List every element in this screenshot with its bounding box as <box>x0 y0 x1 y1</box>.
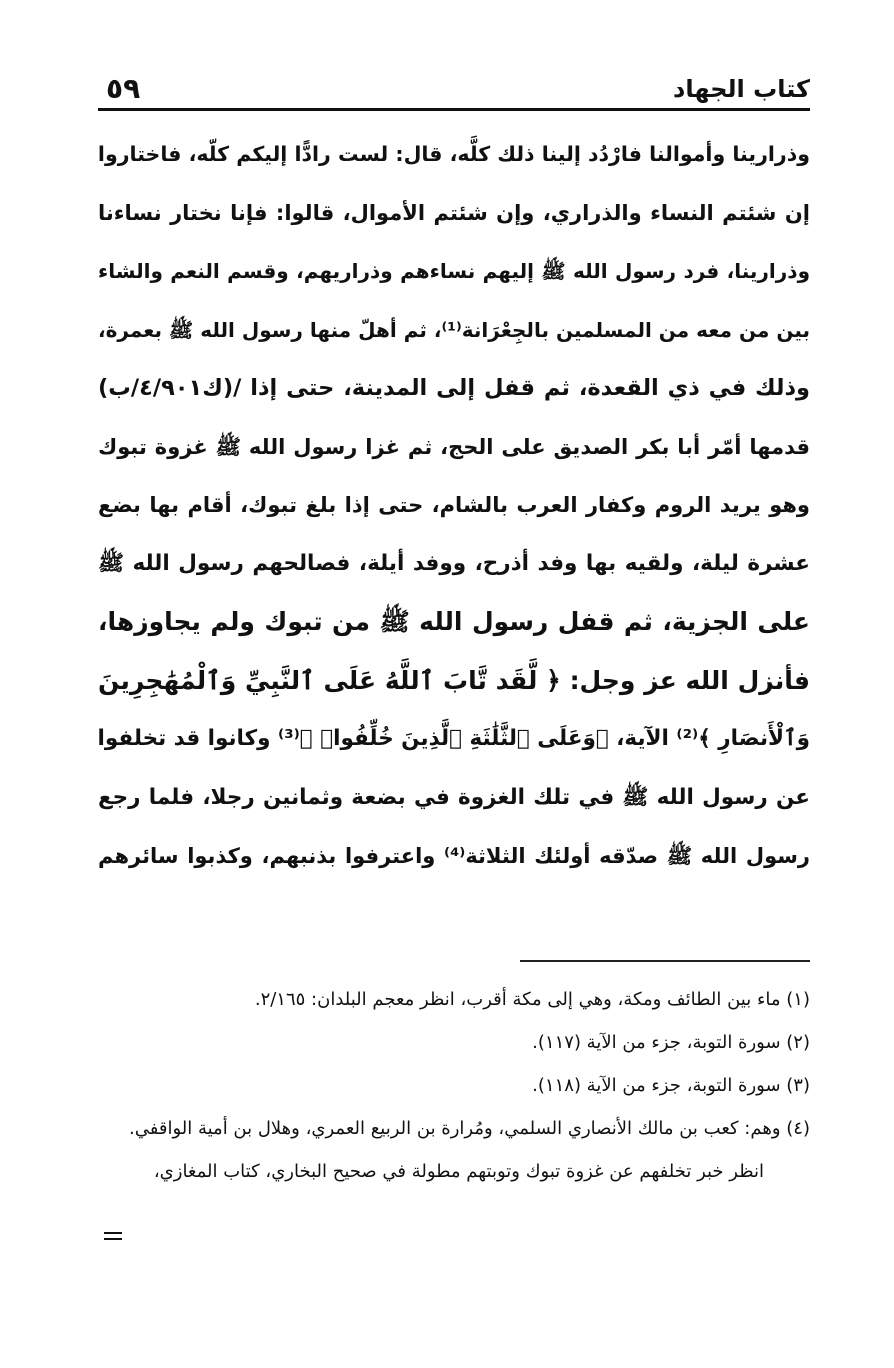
text-line: رسول الله ﷺ صدّقه أولئك الثلاثة⁽⁴⁾ واعترفوا بذنبهم، وكذبوا سائرهم <box>98 844 810 868</box>
text-line: فأنزل الله عز وجل: ﴿ لَّقَد تَّابَ ٱللَّهُ عَلَى ٱلنَّبِيِّ وَٱلْمُهَٰجِرِينَ <box>98 665 810 695</box>
footnote-3: (٣) سورة التوبة، جزء من الآية (١١٨). <box>532 1075 810 1096</box>
text-line: بين من معه من المسلمين بالجِعْرَانة⁽¹⁾، ثم أهلّ منها رسول الله ﷺ بعمرة، <box>98 317 810 342</box>
text-line: إن شئتم النساء والذراري، وإن شئتم الأموال، قالوا: فإنا نختار نساءنا <box>98 200 810 225</box>
page-header <box>98 72 810 106</box>
main-text <box>98 125 810 886</box>
footnote-1: (١) ماء بين الطائف ومكة، وهي إلى مكة أقرب، انظر معجم البلدان: ٢/١٦٥. <box>254 989 810 1010</box>
text-line: على الجزية، ثم قفل رسول الله ﷺ من تبوك ولم يجاوزها، <box>98 607 810 636</box>
text-line: وذرارينا، فرد رسول الله ﷺ إليهم نساءهم وذراريهم، وقسم النعم والشاء <box>98 259 810 283</box>
footnote-separator <box>520 960 810 962</box>
footnote-2: (٢) سورة التوبة، جزء من الآية (١١٧). <box>532 1032 810 1053</box>
footnote-4: (٤) وهم: كعب بن مالك الأنصاري السلمي، ومُرارة بن الربيع العمري، وهلال بن أمية الواقفي. <box>129 1118 810 1139</box>
text-line: عشرة ليلة، ولقيه بها وفد أذرح، ووفد أيلة، فصالحهم رسول الله ﷺ <box>98 550 810 576</box>
text-line: وهو يريد الروم وكفار العرب بالشام، حتى إذا بلغ تبوك، أقام بها بضع <box>98 493 810 517</box>
continuation-mark <box>104 1232 122 1240</box>
text-line: وذلك في ذي القعدة، ثم قفل إلى المدينة، حتى إذا /(ك٤/٩٠١/ب) <box>98 375 810 401</box>
chapter-title: كتاب الجهاد <box>673 75 810 103</box>
text-line: عن رسول الله ﷺ في تلك الغزوة في بضعة وثمانين رجلا، فلما رجع <box>98 784 810 810</box>
header-rule <box>98 108 810 111</box>
text-line: قدمها أمّر أبا بكر الصديق على الحج، ثم غزا رسول الله ﷺ غزوة تبوك <box>98 434 810 459</box>
page-number: ٥٩ <box>106 72 141 105</box>
text-line: وذرارينا وأموالنا فارْدُد إلينا ذلك كلَّه، قال: لست رادًّا إليكم كلّه، فاختاروا <box>98 142 810 166</box>
footnote-4-continued: انظر خبر تخلفهم عن غزوة تبوك وتوبتهم مطولة في صحيح البخاري، كتاب المغازي، <box>153 1161 764 1182</box>
text-line: وَٱلْأَنصَارِ ﴾⁽²⁾ الآية، ﴿وَعَلَى ٱلثَّلَٰثَةِ ٱلَّذِينَ خُلِّفُوا۟ ﴾⁽³⁾ وكانوا قد تخلفوا <box>98 726 810 751</box>
footnotes <box>98 982 810 1197</box>
